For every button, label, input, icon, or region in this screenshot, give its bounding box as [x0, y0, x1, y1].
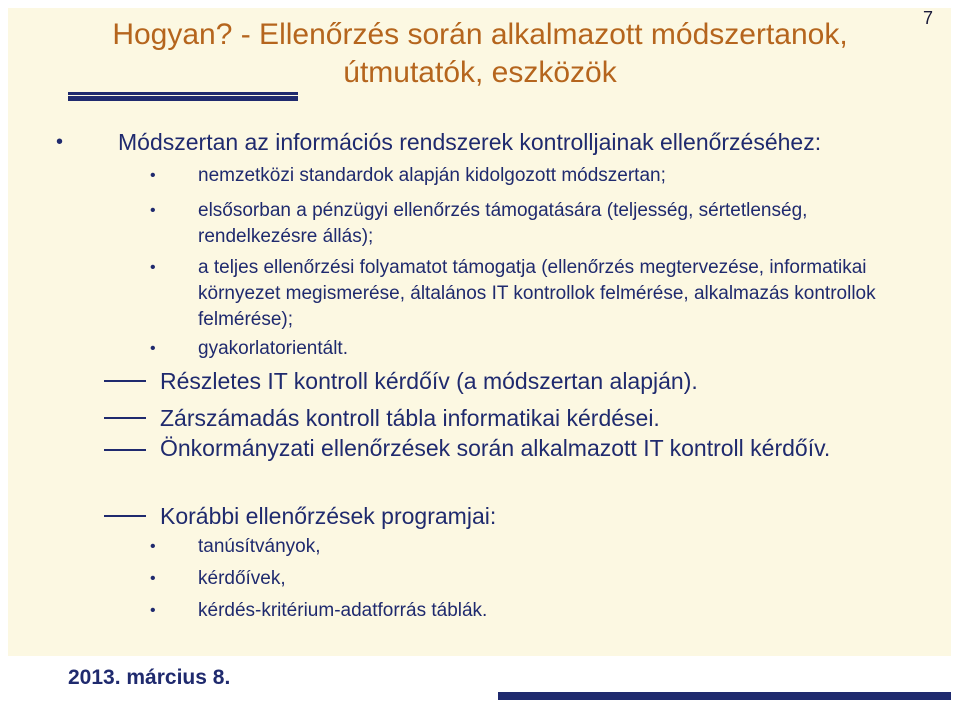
sub-bullet-item: [150, 598, 928, 624]
footer-bar: [498, 692, 951, 700]
bullet-dot-icon: •: [150, 570, 156, 587]
sub-bullet-item: [150, 163, 928, 189]
slide-title: Hogyan? - Ellenőrzés során alkalmazott módszertanok, útmutatók, eszközök: [112, 18, 848, 89]
bullet-text: nemzetközi standardok alapján kidolgozott módszertan;: [198, 165, 666, 186]
bullet-dot-icon: •: [150, 340, 156, 357]
bullet-text: Részletes IT kontroll kérdőív (a módszertan alapján).: [160, 368, 698, 394]
page-number: 7: [922, 8, 933, 28]
dash-item: [160, 433, 890, 464]
dash-item: [160, 499, 890, 533]
bullet-text: kérdőívek,: [198, 568, 286, 589]
bullet-text: Korábbi ellenőrzések programjai:: [160, 503, 497, 529]
bullet-text: elsősorban a pénzügyi ellenőrzés támogatására (teljesség, sértetlenség, rendelkezésre állás);: [198, 200, 808, 247]
dash-icon: [104, 449, 146, 451]
title-underline: [68, 92, 298, 95]
sub-bullet-item: [150, 198, 928, 250]
bullet-dot-icon: •: [150, 602, 156, 619]
bullet-text: Önkormányzati ellenőrzések során alkalmazott IT kontroll kérdőív.: [160, 435, 831, 461]
dash-item: [160, 401, 890, 435]
bullet-text: Zárszámadás kontroll tábla informatikai kérdései.: [160, 405, 660, 431]
bullet-text: gyakorlatorientált.: [198, 338, 348, 359]
sub-bullet-item: [150, 566, 928, 592]
dash-icon: [104, 417, 146, 419]
bullet-text: kérdés-kritérium-adatforrás táblák.: [198, 600, 488, 621]
sub-bullet-item: [150, 255, 928, 333]
bullet-text: tanúsítványok,: [198, 536, 321, 557]
sub-bullet-item: [150, 534, 928, 560]
bullet-dot-icon: •: [150, 538, 156, 555]
sub-bullet-item: [150, 336, 928, 362]
dash-icon: [104, 515, 146, 517]
bullet-text: Módszertan az információs rendszerek kontrolljainak ellenőrzéséhez:: [118, 129, 822, 155]
footer-date: 2013. március 8.: [68, 666, 231, 689]
bullet-text: a teljes ellenőrzési folyamatot támogatja (ellenőrzés megtervezése, informatikai környezet megismerése, általános IT kontrollok felmérése, alkalmazás kontrollok felmérése);: [198, 257, 876, 330]
bullet-item: [56, 128, 938, 156]
bullet-dot-icon: •: [150, 259, 156, 276]
title-underline-bar: [68, 96, 298, 101]
dash-icon: [104, 380, 146, 382]
bullet-dot-icon: •: [56, 131, 64, 153]
dash-item: [160, 364, 890, 398]
bullet-dot-icon: •: [150, 202, 156, 219]
bullet-dot-icon: •: [150, 167, 156, 184]
